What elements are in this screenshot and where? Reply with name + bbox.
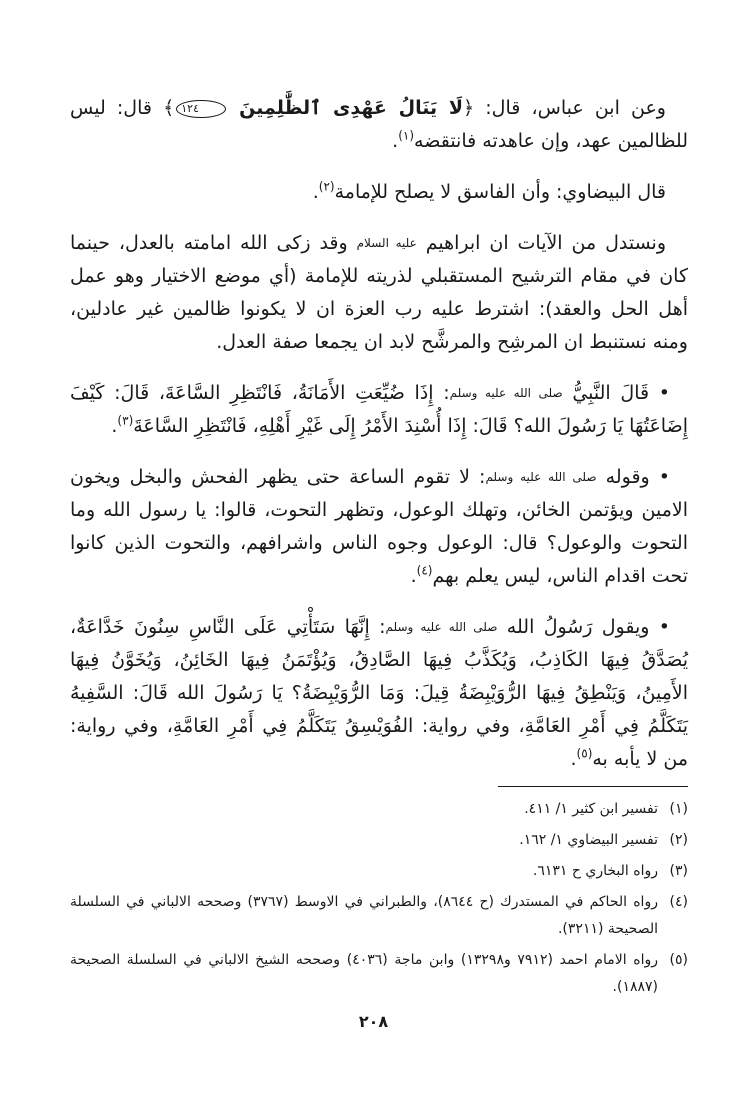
footnote-text: رواه الامام احمد (٧٩١٢ و١٣٢٩٨) وابن ماجة (٤٠٣٦) وصححه الشيخ الالباني في السلسلة الصحيحة (١٨٨٧).	[70, 952, 658, 995]
footnote-text: رواه الحاكم في المستدرك (ح ٨٦٤٤)، والطبراني في الاوسط (٣٧٦٧) وصححه الالباني في السلسلة الصحيحة (٣٢١١).	[70, 894, 658, 937]
paragraph-text: : إِذَا ضُيِّعَتِ الأَمَانَةُ، فَانْتَظِرِ السَّاعَةَ، قَالَ: كَيْفَ إِضَاعَتُهَا يَا رَسُولَ الله؟ قَالَ: إِذَا أُسْنِدَ الأَمْرُ إِلَى غَيْرِ أَهْلِهِ، فَانْتَظِرِ السَّاعَةَ	[70, 382, 688, 437]
footnote-number: (٢)	[669, 832, 688, 848]
paragraph-text: ﴾ قال: ليس للظالمين عهد، وإن عاهدته فانتقضه	[70, 97, 688, 152]
paragraph-end: .	[312, 181, 319, 203]
footnote-text: تفسير ابن كثير ١/ ٤١١.	[524, 801, 658, 817]
paragraph-text: • ويقول رَسُولُ الله	[506, 616, 671, 638]
paragraph-end: .	[392, 130, 399, 152]
paragraph-hadith-ruwaybidah	[70, 611, 688, 776]
footnote-number: (٤)	[669, 894, 688, 910]
footnote-divider	[498, 786, 688, 787]
paragraph-text: ونستدل من الآيات ان ابراهيم	[425, 232, 666, 254]
footnote-ref: (١)	[398, 128, 415, 143]
paragraph-baydawi	[70, 176, 688, 209]
honorific-glyph: صلى الله عليه وسلم	[449, 386, 563, 400]
honorific-glyph: صلى الله عليه وسلم	[385, 620, 498, 634]
paragraph-text: وقد زكى الله امامته بالعدل، حينما كان في مقام الترشيح المستقبلي لذريته للإمامة (أي موضع الاختيار وهو عمل أهل الحل والعقد): اشترط عليه رب العزة ان لا يكونوا ظالمين غير عادلين، ومنه نستنبط ان المرشِح والمرشَّح لابد ان يجمعا صفة العدل.	[70, 232, 688, 353]
paragraph-text: : إِنَّهَا سَتَأْتِي عَلَى النَّاسِ سِنُونَ خَدَّاعَةٌ، يُصَدَّقُ فِيهَا الكَاذِبُ، وَيُكَذَّبُ فِيهَا الصَّادِقُ، وَيُؤْتَمَنُ فِيهَا الخَائِنُ، وَيُخَوَّنُ فِيهَا الأَمِينُ، وَيَنْطِقُ فِيهَا الرُّوَيْبِضَةُ قِيلَ: وَمَا الرُّوَيْبِضَةُ؟ يَا رَسُولَ الله قَالَ: السَّفِيهُ يَتَكَلَّمُ فِي أَمْرِ العَامَّةِ، وفي رواية: الفُوَيْسِقُ يَتَكَلَّمُ فِي أَمْرِ العَامَّةِ، وفي رواية: من لا يأبه به	[70, 616, 688, 770]
main-text	[70, 92, 688, 794]
paragraph-end: .	[111, 415, 118, 437]
footnote-text: رواه البخاري ح ٦١٣١.	[532, 863, 658, 879]
paragraph-end: .	[570, 748, 577, 770]
quran-verse: لَا يَنَالُ عَهْدِى ٱلظَّٰلِمِينَ	[239, 97, 463, 119]
paragraph-text: : لا تقوم الساعة حتى يظهر الفحش والبخل ويخون الامين ويؤتمن الخائن، وتهلك الوعول، وتظهر التحوت، قالوا: يا رسول الله وما التحوت والوعول؟ قال: الوعول وجوه الناس واشرافهم، والتحوت الذين كانوا تحت اقدام الناس، ليس يعلم بهم	[70, 466, 688, 587]
footnote-ref: (٥)	[576, 746, 593, 761]
paragraph-hadith-wuul	[70, 461, 688, 593]
paragraph-inference	[70, 227, 688, 359]
footnote-item	[70, 889, 688, 943]
paragraph-text: • قَالَ النَّبِيُّ	[572, 382, 670, 404]
footnote-text: تفسير البيضاوي ١/ ١٦٢.	[519, 832, 658, 848]
paragraph-hadith-amanah	[70, 377, 688, 443]
footnote-number: (٥)	[669, 952, 688, 968]
footnote-item	[70, 858, 688, 885]
footnote-number: (٣)	[669, 863, 688, 879]
footnote-item	[70, 947, 688, 1001]
page-number: ٢٠٨	[358, 1012, 389, 1031]
ayah-number-badge: ١٢٤	[176, 100, 226, 118]
footnote-ref: (٣)	[117, 413, 134, 428]
footnote-item	[70, 796, 688, 823]
footnotes	[70, 796, 688, 1005]
paragraph-ibn-abbas	[70, 92, 688, 158]
footnote-ref: (٤)	[416, 563, 433, 578]
honorific-glyph: عليه السلام	[356, 236, 417, 250]
paragraph-text: قال البيضاوي: وأن الفاسق لا يصلح للإمامة	[334, 181, 666, 203]
paragraph-end: .	[410, 565, 417, 587]
honorific-glyph: صلى الله عليه وسلم	[485, 470, 597, 484]
paragraph-text: • وقوله	[605, 466, 671, 488]
footnote-number: (١)	[669, 801, 688, 817]
footnote-item	[70, 827, 688, 854]
footnote-ref: (٢)	[318, 179, 335, 194]
paragraph-text: وعن ابن عباس، قال: ﴿	[463, 97, 666, 119]
